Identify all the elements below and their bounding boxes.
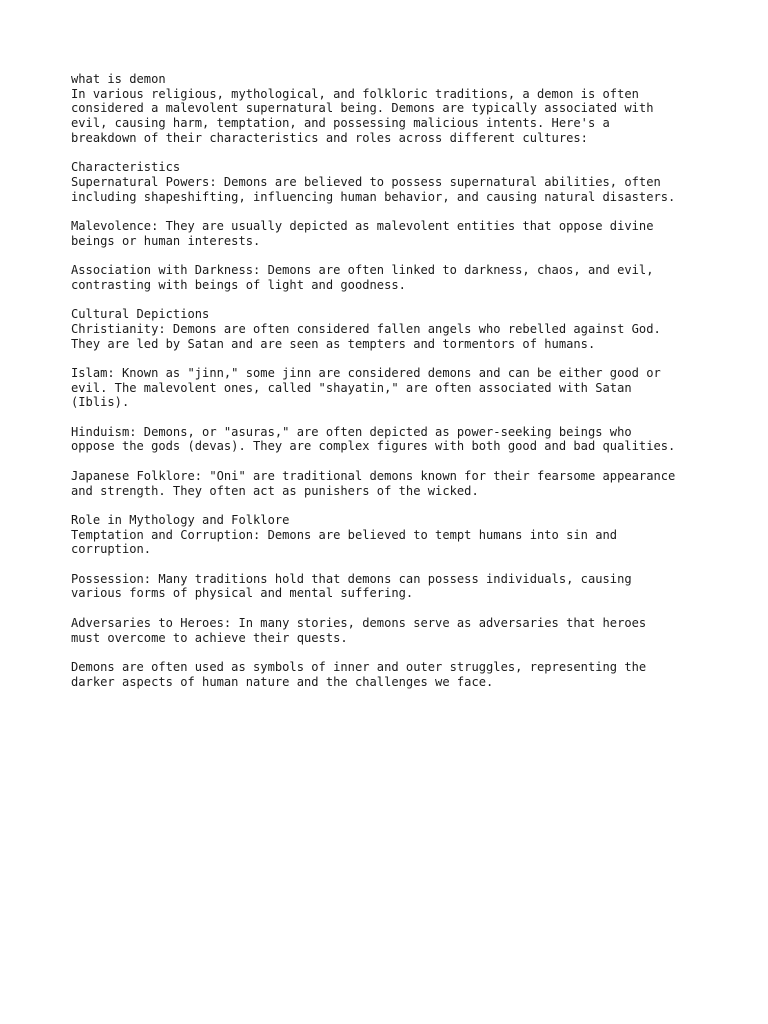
doc-line: Temptation and Corruption: Demons are believed to tempt humans into sin and	[71, 527, 618, 542]
doc-line: Demons are often used as symbols of inner and outer struggles, representing the	[71, 659, 647, 674]
doc-line: must overcome to achieve their quests.	[71, 630, 348, 645]
doc-blank-line	[71, 146, 731, 161]
doc-line: In various religious, mythological, and folkloric traditions, a demon is often	[71, 86, 639, 101]
doc-blank-line	[71, 454, 731, 469]
doc-line: Adversaries to Heroes: In many stories, demons serve as adversaries that heroes	[71, 615, 647, 630]
doc-blank-line	[71, 498, 731, 513]
doc-line: breakdown of their characteristics and roles across different cultures:	[71, 130, 588, 145]
doc-line: oppose the gods (devas). They are complex figures with both good and bad qualities.	[71, 439, 676, 454]
doc-line: Japanese Folklore: "Oni" are traditional demons known for their fearsome appearance	[71, 468, 676, 483]
doc-line: (Iblis).	[71, 395, 130, 410]
doc-blank-line	[71, 293, 731, 308]
doc-line: Malevolence: They are usually depicted as malevolent entities that oppose divine	[71, 219, 654, 233]
doc-line: what is demon	[71, 72, 166, 86]
doc-line: Possession: Many traditions hold that demons can possess individuals, causing	[71, 571, 632, 586]
doc-line: and strength. They often act as punishers of the wicked.	[71, 483, 479, 498]
doc-line: Characteristics	[71, 160, 181, 175]
doc-line: considered a malevolent supernatural being. Demons are typically associated with	[71, 101, 654, 116]
doc-blank-line	[71, 645, 731, 660]
doc-line: Role in Mythology and Folklore	[71, 512, 290, 527]
doc-line: including shapeshifting, influencing human behavior, and causing natural disasters.	[71, 189, 676, 204]
doc-line: Christianity: Demons are often considered fallen angels who rebelled against God.	[71, 321, 661, 336]
doc-blank-line	[71, 557, 731, 572]
doc-blank-line	[71, 410, 731, 425]
doc-blank-line	[71, 351, 731, 366]
doc-blank-line	[71, 601, 731, 616]
document-body	[71, 72, 731, 689]
doc-line: They are led by Satan and are seen as tempters and tormentors of humans.	[71, 336, 596, 351]
doc-blank-line	[71, 248, 731, 263]
doc-line: Hinduism: Demons, or "asuras," are often depicted as power-seeking beings who	[71, 424, 632, 439]
doc-line: corruption.	[71, 542, 152, 557]
doc-line: Cultural Depictions	[71, 307, 210, 322]
doc-line: evil. The malevolent ones, called "shayatin," are often associated with Satan	[71, 380, 632, 395]
doc-line: evil, causing harm, temptation, and possessing malicious intents. Here's a	[71, 116, 610, 131]
doc-line: various forms of physical and mental suffering.	[71, 586, 414, 601]
doc-line: Islam: Known as "jinn," some jinn are considered demons and can be either good or	[71, 365, 661, 380]
doc-line: darker aspects of human nature and the challenges we face.	[71, 674, 494, 689]
doc-blank-line	[71, 204, 731, 219]
doc-line: Supernatural Powers: Demons are believed to possess supernatural abilities, often	[71, 174, 661, 189]
doc-line: contrasting with beings of light and goodness.	[71, 277, 406, 292]
doc-line: beings or human interests.	[71, 233, 261, 248]
doc-line: Association with Darkness: Demons are often linked to darkness, chaos, and evil,	[71, 263, 654, 278]
